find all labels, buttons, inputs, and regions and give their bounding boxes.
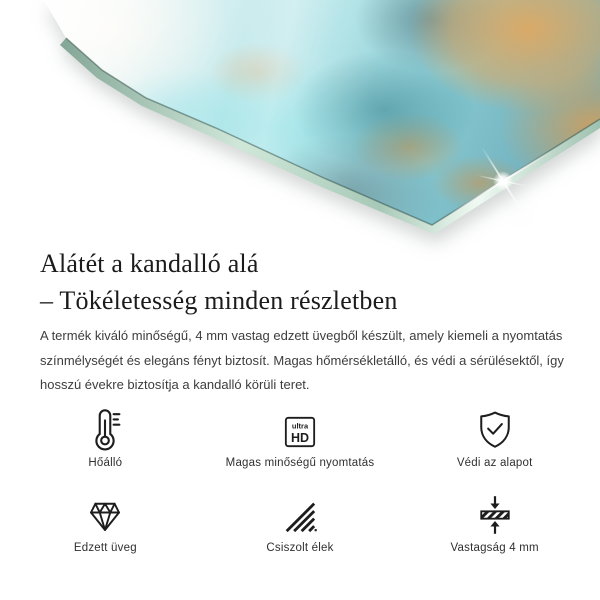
feature-tempered-glass — [8, 487, 203, 554]
feature-label: Magas minőségű nyomtatás — [225, 457, 375, 469]
feature-icon-slot — [82, 402, 128, 452]
ultra-hd-icon-text-bottom: HD — [290, 431, 310, 445]
diamond-icon — [84, 495, 126, 537]
feature-protects-base — [397, 402, 592, 469]
page-title — [40, 245, 560, 319]
shield-check-icon — [473, 408, 517, 452]
feature-thickness-4mm — [397, 487, 592, 554]
glass-panel — [0, 0, 600, 244]
feature-icon-slot — [473, 487, 517, 537]
product-description: A termék kiváló minőségű, 4 mm vastag edzett üvegből készült, amely kiemeli a nyomtatás színmélységét és elegáns fényt biztosít. Magas hőmérsékletálló, és védi a sérülésektől, így hosszú évekre biztosítja a kandalló körüli teret. — [40, 328, 564, 392]
feature-icon-slot — [473, 402, 517, 452]
feature-label: Hőálló — [88, 457, 123, 469]
feature-label: Edzett üveg — [73, 542, 137, 554]
page-title-line1: Alátét a kandalló alá — [40, 249, 259, 279]
feature-icon-slot — [280, 487, 320, 537]
sparkle-icon — [450, 147, 556, 216]
feature-label: Csiszolt élek — [266, 542, 334, 554]
glass-edge — [60, 38, 600, 234]
page-title-line2: – Tökéletesség minden részletben — [40, 286, 398, 316]
ultra-hd-icon — [280, 412, 320, 452]
feature-label: Vastagság 4 mm — [450, 542, 539, 554]
feature-label: Védi az alapot — [456, 457, 533, 469]
product-photo — [0, 0, 600, 244]
ultra-hd-icon-text-top: ultra — [291, 421, 309, 431]
feature-icon-slot — [280, 402, 320, 452]
glass-panel-edge-overlay — [0, 0, 600, 244]
feature-ultra-hd-print — [203, 402, 398, 469]
feature-polished-edges — [203, 487, 398, 554]
feature-heat-resistant — [8, 402, 203, 469]
thermometer-icon — [82, 406, 128, 452]
feature-icon-slot — [84, 487, 126, 537]
feature-grid — [8, 402, 592, 554]
glass-edge-hairline — [66, 38, 600, 225]
polished-edges-icon — [280, 497, 320, 537]
thickness-4mm-icon — [473, 493, 517, 537]
